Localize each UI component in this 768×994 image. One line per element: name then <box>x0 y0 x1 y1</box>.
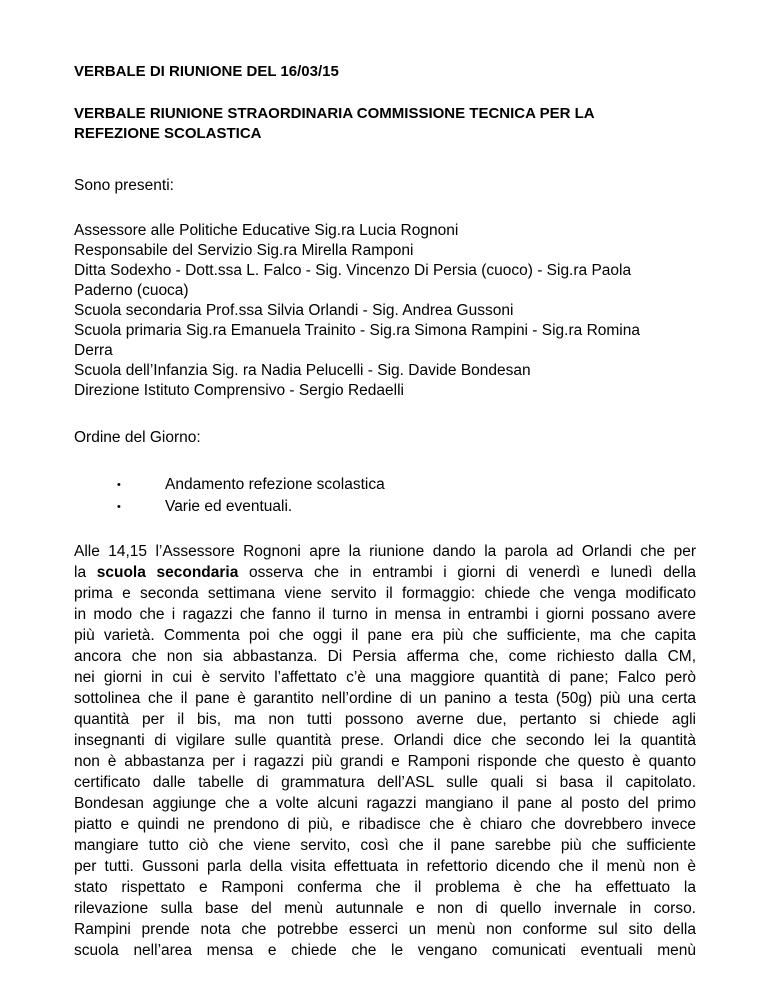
body-bold-fragment: scuola secondaria <box>96 564 239 581</box>
body-line: piatto e quindi ne prendono di più, e ribadisce che è chiaro che dovrebbero invece <box>74 816 696 833</box>
body-line: nei giorni in cui è servito l’affettato c’è una maggiore quantità di pane; Falco però <box>74 669 696 686</box>
body-line: non è abbastanza per i ragazzi più grandi e Ramponi risponde che questo è quanto <box>74 753 696 770</box>
body-line <box>74 562 696 583</box>
body-line: prima e seconda settimana viene servito il formaggio: chiede che venga modificato <box>74 585 696 602</box>
minutes-body <box>74 541 696 961</box>
present-line: Scuola dell’Infanzia Sig. ra Nadia Pelucelli - Sig. Davide Bondesan <box>74 362 531 379</box>
body-line: più varietà. Commenta poi che oggi il pane era più che sufficiente, ma che capita <box>74 627 696 644</box>
agenda-item-text: Varie ed eventuali. <box>165 498 293 515</box>
present-list <box>74 221 640 401</box>
body-line: Rampini prende nota che potrebbe esserci un menù non conforme sul sito della <box>74 921 696 938</box>
body-line: quantità per il bis, ma non tutti possono averne due, pertanto si chiede agli <box>74 711 696 728</box>
body-line: mangiare tutto ciò che viene servito, così che il pane sarebbe più che sufficiente <box>74 837 696 854</box>
body-line: ancora che non sia abbastanza. Di Persia afferma che, come richiesto dalla CM, <box>74 648 696 665</box>
present-line: Paderno (cuoca) <box>74 282 189 299</box>
present-line: Scuola primaria Sig.ra Emanuela Trainito - Sig.ra Simona Rampini - Sig.ra Romina <box>74 322 640 339</box>
document-subtitle: VERBALE RIUNIONE STRAORDINARIA COMMISSIONE TECNICA PER LA REFEZIONE SCOLASTICA <box>74 105 595 142</box>
bullet-icon: • <box>117 479 121 491</box>
present-line: Responsabile del Servizio Sig.ra Mirella Ramponi <box>74 242 414 259</box>
body-line: Alle 14,15 l’Assessore Rognoni apre la riunione dando la parola ad Orlandi che per <box>74 543 696 560</box>
body-line: insegnanti di vigilare sulle quantità prese. Orlandi dice che secondo lei la quantità <box>74 732 696 749</box>
present-line: Direzione Istituto Comprensivo - Sergio Redaelli <box>74 382 404 399</box>
document-title: VERBALE DI RIUNIONE DEL 16/03/15 <box>74 63 339 80</box>
present-line: Ditta Sodexho - Dott.ssa L. Falco - Sig. Vincenzo Di Persia (cuoco) - Sig.ra Paola <box>74 262 632 279</box>
body-line: in modo che i ragazzi che fanno il turno in mensa in entrambi i giorni possano avere <box>74 606 696 623</box>
body-line: certificato dalle tabelle di grammatura dell’ASL sulle quali si basa il capitolato. <box>74 774 696 791</box>
body-line: sottolinea che il pane è garantito nell’ordine di un panino a testa (50g) più una certa <box>74 690 696 707</box>
present-line: Derra <box>74 342 113 359</box>
present-line: Assessore alle Politiche Educative Sig.ra Lucia Rognoni <box>74 222 459 239</box>
body-line: rilevazione sulla base del menù autunnale e non di quello invernale in corso. <box>74 900 696 917</box>
present-line: Scuola secondaria Prof.ssa Silvia Orlandi - Sig. Andrea Gussoni <box>74 302 514 319</box>
body-line: Bondesan aggiunge che a volte alcuni ragazzi mangiano il pane al posto del primo <box>74 795 696 812</box>
body-line: stato rispettato e Ramponi conferma che il problema è che ha effettuato la <box>74 879 696 896</box>
bullet-icon: • <box>117 501 121 513</box>
body-line: scuola nell’area mensa e chiede che le vengano comunicati eventuali menù <box>74 942 696 959</box>
agenda-item-text: Andamento refezione scolastica <box>165 476 385 493</box>
body-line: per tutti. Gussoni parla della visita effettuata in refettorio dicendo che il menù non è <box>74 858 696 875</box>
present-label: Sono presenti: <box>74 177 174 194</box>
body-text-fragment: la <box>74 564 97 581</box>
agenda-label: Ordine del Giorno: <box>74 429 201 446</box>
body-text-fragment: osserva che in entrambi i giorni di venerdì e lunedì della <box>238 564 696 581</box>
